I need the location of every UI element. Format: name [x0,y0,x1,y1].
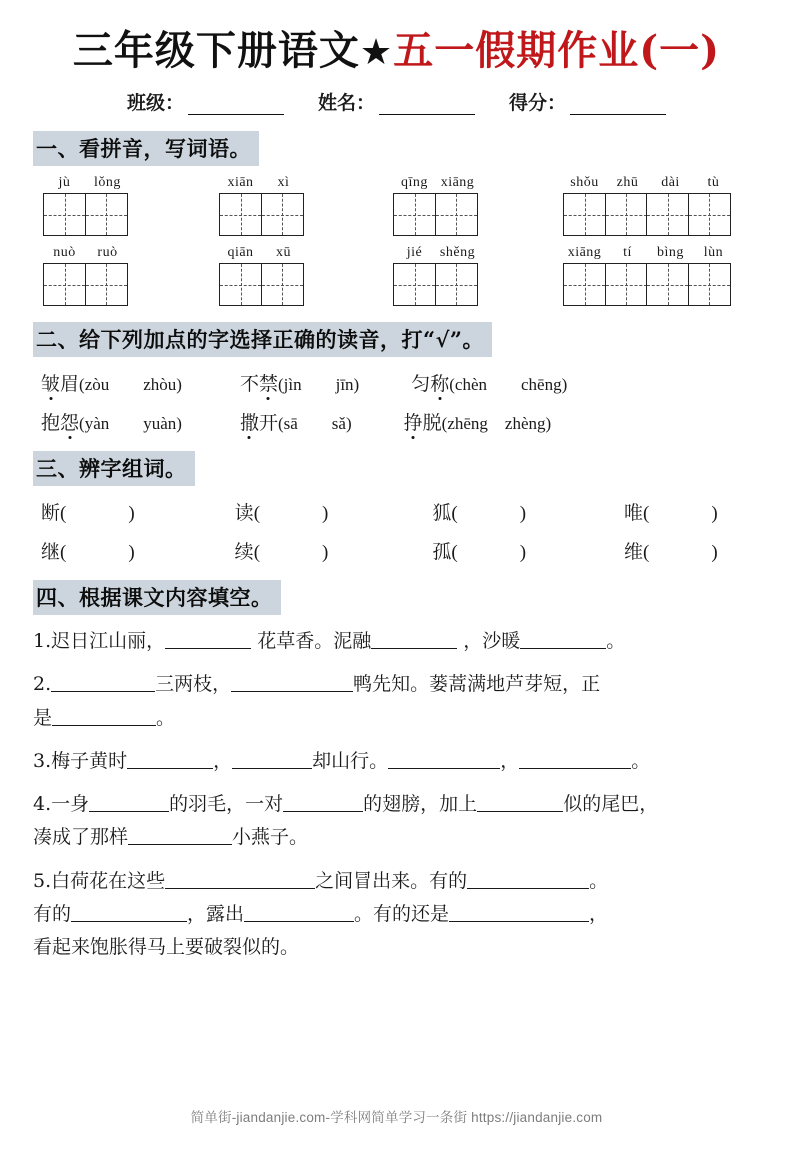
answer-blank[interactable] [244,905,354,922]
score-blank[interactable] [570,98,666,115]
tianzige-cell[interactable] [85,263,128,306]
page-title [33,28,760,74]
title-subject: 三年级下册语文 [72,27,360,74]
tianzige-cell[interactable] [435,263,478,306]
paren-open: ( [451,542,458,563]
static-text: 看起来饱胀得马上要破裂似的。 [33,936,300,958]
character-word-item[interactable] [235,498,329,525]
pronunciation-options[interactable]: (jìn jīn) [277,375,360,394]
answer-blank[interactable] [520,632,606,649]
static-text: 凑成了那样 [33,826,129,849]
dotted-character: 挣 [404,408,423,435]
word-text: 匀 [411,374,431,395]
answer-blank[interactable] [371,632,457,649]
pronunciation-item[interactable] [411,369,567,396]
tianzige-cell[interactable] [563,193,606,236]
base-character: 孤 [432,542,452,563]
static-text: 似的尾巴， [563,793,659,815]
answer-blank[interactable] [231,675,353,692]
fill-blank-line [33,898,760,931]
tianzige-cell[interactable] [688,263,731,306]
answer-blank[interactable] [71,905,187,922]
answer-blank[interactable] [388,752,500,769]
pinyin-syllable: jù [58,175,71,190]
pronunciation-item[interactable] [41,408,182,435]
static-text: ， [213,749,233,772]
answer-blank[interactable] [467,872,589,889]
character-word-item[interactable] [432,537,526,564]
character-word-item[interactable] [235,537,329,564]
pinyin-row [33,245,760,306]
tianzige-cell[interactable] [219,263,262,306]
pinyin-syllable: tù [707,175,720,190]
score-field[interactable] [509,88,666,115]
name-field[interactable] [318,88,475,115]
static-text: 三两枝， [155,673,232,696]
character-word-item[interactable] [624,498,718,525]
tianzige-box-row[interactable] [393,193,479,236]
paren-open: ( [643,503,650,524]
pinyin-syllable: nuò [53,245,76,260]
item-number: 3. [33,749,52,772]
pinyin-syllable: qiān [227,245,254,260]
pinyin-syllable: lùn [703,245,724,260]
static-text: 。 [589,869,609,892]
section-3 [33,451,760,486]
pinyin-syllable: lǒng [94,175,121,190]
worksheet-page [0,28,793,1150]
dotted-character: 禁 [259,369,278,396]
answer-blank[interactable] [52,709,156,726]
pinyin-word-group[interactable] [43,175,129,236]
pronunciation-item[interactable] [240,369,359,396]
paren-close: ) [128,503,135,524]
answer-blank[interactable] [449,905,589,922]
paren-open: ( [451,503,458,524]
pronunciation-options[interactable]: (zòu zhòu) [79,375,182,394]
tianzige-cell[interactable] [43,263,86,306]
static-text: 梅子黄时 [51,749,128,772]
fill-blank-container [33,625,760,964]
character-word-row [33,537,760,564]
class-field[interactable] [127,88,284,115]
paren-close: ) [322,542,329,563]
character-word-row [33,498,760,525]
answer-blank[interactable] [519,752,631,769]
tianzige-cell[interactable] [563,263,606,306]
paren-close: ) [322,503,329,524]
paren-close: ) [519,542,527,563]
identity-row [33,88,760,115]
pronunciation-item[interactable] [404,408,552,435]
pronunciation-options[interactable]: (yàn yuàn) [79,414,182,433]
paren-close: ) [711,503,718,524]
static-text: 。 [606,630,626,652]
fill-blank-line [33,931,760,964]
static-text: ， [589,902,609,925]
tianzige-cell[interactable] [43,193,86,236]
tianzige-box-row[interactable] [219,263,305,306]
fill-blank-item [33,788,760,855]
section-1 [33,131,760,166]
tianzige-box-row[interactable] [219,193,305,236]
pinyin-word-group[interactable] [563,175,735,236]
section-1-heading: 一、看拼音，写词语。 [33,131,259,166]
paren-close: ) [711,542,718,563]
character-word-item[interactable] [624,537,718,564]
base-character: 唯 [624,503,644,524]
pinyin-syllable: jié [406,245,423,260]
base-character: 维 [624,542,644,563]
pronunciation-options[interactable]: (chèn chēng) [449,375,568,394]
fill-blank-line [33,821,760,854]
paren-close: ) [128,542,135,563]
pinyin-label-row [43,175,129,191]
section-4-heading: 四、根据课文内容填空。 [33,580,281,615]
pinyin-word-group[interactable] [219,175,305,236]
static-text: ， [500,749,520,772]
item-number: 4. [33,793,52,815]
tianzige-cell[interactable] [605,193,648,236]
character-word-item[interactable] [432,498,526,525]
character-word-item[interactable] [41,537,135,564]
static-text: 小燕子。 [232,826,309,849]
answer-blank[interactable] [477,795,563,812]
fill-blank-line [33,865,760,898]
word-text: 脱 [422,413,442,434]
pronunciation-row [33,408,760,435]
pinyin-syllable: shǒu [570,175,599,190]
base-character: 读 [234,503,254,524]
answer-blank[interactable] [128,828,232,845]
fill-blank-item [33,668,760,735]
character-words-container [33,498,760,564]
fill-blank-item [33,745,760,778]
pinyin-label-row [563,175,735,191]
section-2-heading: 二、给下列加点的字选择正确的读音，打“√”。 [33,322,492,357]
tianzige-cell[interactable] [219,193,262,236]
character-word-item[interactable] [41,498,135,525]
answer-blank[interactable] [51,675,155,692]
pinyin-syllable: xū [276,245,291,260]
section-3-heading: 三、辨字组词。 [33,451,195,486]
static-text: 的羽毛，一对 [169,793,284,815]
section-2 [33,322,760,357]
answer-blank[interactable] [283,795,363,812]
pinyin-label-row [43,245,129,261]
tianzige-cell[interactable] [688,193,731,236]
tianzige-box-row[interactable] [563,193,735,236]
fill-blank-line [33,625,760,658]
fill-blank-item [33,625,760,658]
base-character: 续 [234,542,254,563]
pronunciation-options[interactable]: (zhēng zhèng) [441,414,552,433]
pinyin-syllable: xiān [227,175,254,190]
paren-open: ( [643,542,650,563]
static-text: ，露出 [187,902,245,925]
footer-watermark: 简单街-jiandanjie.com-学科网简单学习一条街 https://jiandanjie.com [190,1110,603,1125]
pronunciation-choices-container [33,369,760,435]
static-text: 花草香。泥融 [251,630,372,652]
paren-open: ( [253,542,261,563]
static-text: 。有的还是 [354,902,450,925]
pinyin-label-row [393,175,479,191]
fill-blank-line [33,668,760,701]
tianzige-box-row[interactable] [43,193,129,236]
fill-blank-line [33,788,760,821]
pinyin-syllable: bìng [657,245,684,260]
tianzige-cell[interactable] [393,263,436,306]
pinyin-grid-container [33,175,760,306]
pinyin-word-group[interactable] [563,245,735,306]
dotted-character: 撒 [240,408,259,435]
paren-open: ( [60,542,67,563]
dotted-character: 怨 [60,408,79,435]
tianzige-cell[interactable] [85,193,128,236]
pinyin-syllable: zhū [616,175,639,190]
pinyin-row [33,175,760,236]
item-number: 1. [33,630,52,652]
pronunciation-item[interactable] [240,408,352,435]
pinyin-syllable: shěng [439,245,476,260]
fill-blank-line [33,702,760,735]
answer-blank[interactable] [89,795,169,812]
fill-blank-item [33,865,760,965]
tianzige-box-row[interactable] [563,263,735,306]
pinyin-syllable: tí [623,245,632,260]
static-text: 。 [631,749,651,772]
tianzige-cell[interactable] [435,193,478,236]
static-text: 迟日江山丽， [51,630,166,652]
pinyin-label-row [563,245,735,261]
base-character: 断 [41,503,61,524]
class-blank[interactable] [188,98,284,115]
tianzige-cell[interactable] [261,193,304,236]
pronunciation-options[interactable]: (sā sǎ) [277,414,352,433]
pinyin-word-group[interactable] [43,245,129,306]
item-number: 2. [33,673,52,696]
pinyin-label-row [219,175,305,191]
pinyin-word-group[interactable] [219,245,305,306]
paren-open: ( [253,503,261,524]
base-character: 狐 [432,503,452,524]
static-text: 。 [156,706,176,729]
tianzige-box-row[interactable] [43,263,129,306]
pinyin-syllable: xì [277,175,290,190]
paren-close: ) [519,503,527,524]
static-text: 鸭先知。蒌蒿满地芦芽短，正 [353,673,601,696]
static-text: 的翅膀，加上 [363,793,478,815]
pinyin-syllable: ruò [97,245,118,260]
answer-blank[interactable] [165,632,251,649]
pinyin-syllable: qīng [401,175,428,190]
tianzige-box-row[interactable] [393,263,479,306]
paren-open: ( [60,503,67,524]
tianzige-cell[interactable] [261,263,304,306]
dotted-character: 称 [430,369,449,396]
base-character: 继 [41,542,61,563]
item-number: 5. [33,869,52,892]
score-label: 得分： [509,92,567,114]
tianzige-cell[interactable] [646,193,689,236]
section-4 [33,580,760,615]
tianzige-cell[interactable] [605,263,648,306]
pinyin-label-row [219,245,305,261]
static-text: 白荷花在这些 [51,869,166,892]
word-text: 抱 [41,413,61,434]
pronunciation-row [33,369,760,396]
static-text: 却山行。 [312,749,389,772]
tianzige-cell[interactable] [646,263,689,306]
name-blank[interactable] [379,98,475,115]
static-text: 是 [33,706,53,729]
static-text: 一身 [51,793,90,815]
static-text: 之间冒出来。有的 [315,869,468,892]
pinyin-word-group[interactable] [393,245,479,306]
answer-blank[interactable] [232,752,312,769]
pinyin-word-group[interactable] [393,175,479,236]
star-icon: ★ [359,32,394,72]
static-text: ，沙暖 [457,630,521,652]
tianzige-cell[interactable] [393,193,436,236]
static-text: 有的 [33,902,72,925]
fill-blank-line [33,745,760,778]
pinyin-label-row [393,245,479,261]
word-text: 开 [258,413,278,434]
word-text: 眉 [60,374,80,395]
answer-blank[interactable] [127,752,213,769]
pronunciation-item[interactable] [41,369,182,396]
pinyin-syllable: dài [661,175,680,190]
pinyin-syllable: xiāng [567,245,602,260]
title-assignment: 五一假期作业(一) [393,27,721,74]
pinyin-syllable: xiāng [440,175,475,190]
class-label: 班级： [126,92,184,114]
dotted-character: 皱 [41,369,60,396]
name-label: 姓名： [317,92,375,114]
word-text: 不 [239,374,259,395]
answer-blank[interactable] [165,872,315,889]
